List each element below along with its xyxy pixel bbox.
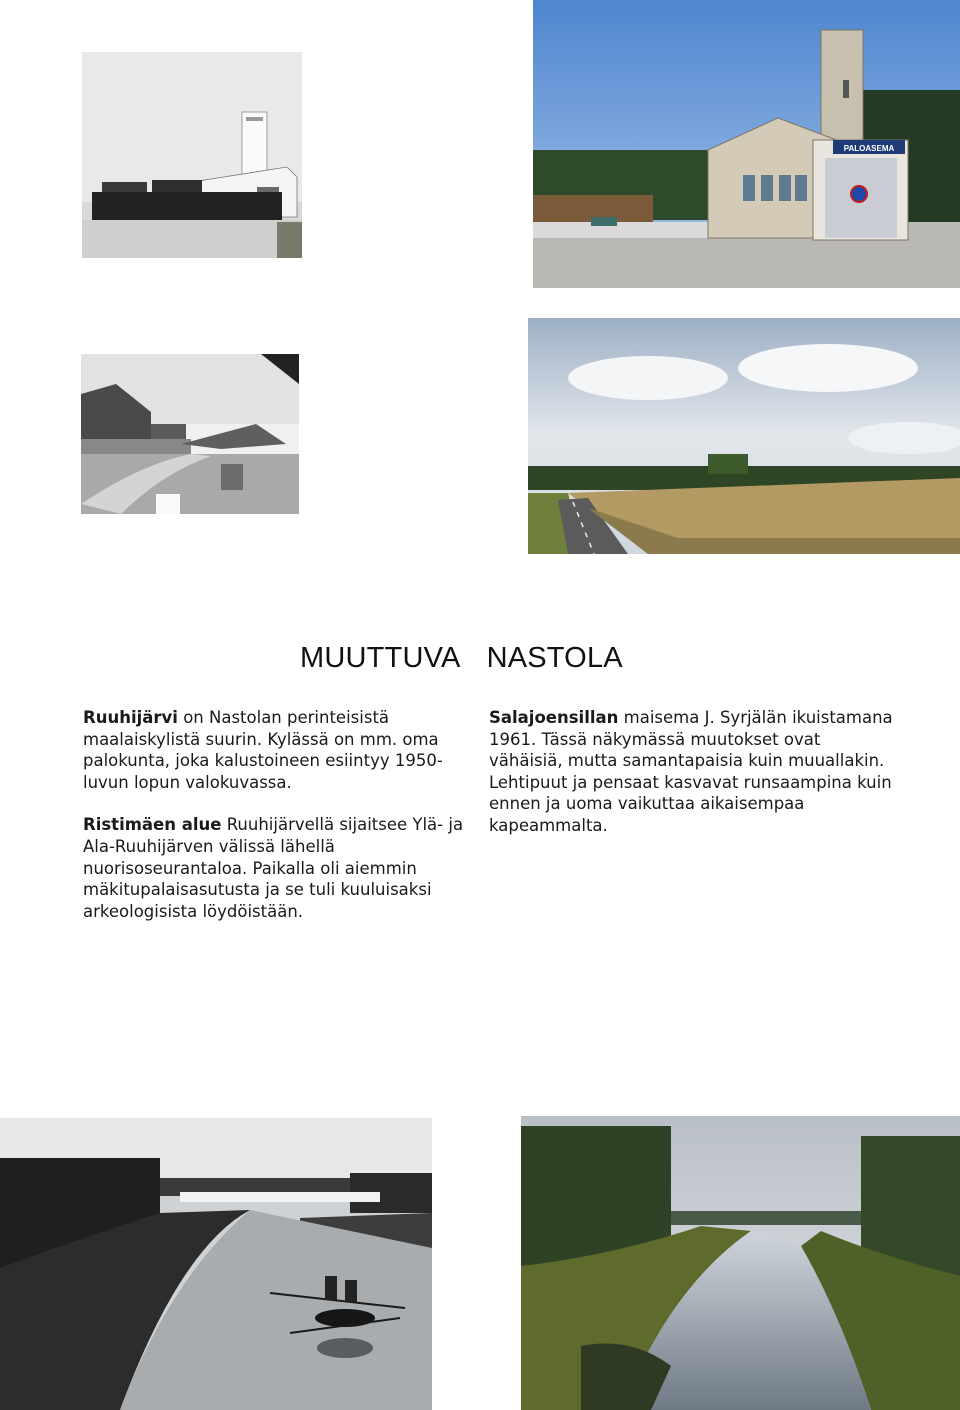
paragraph-ruuhijarvi-lead: Ruuhijärvi xyxy=(83,708,178,727)
photo-fire-station-old xyxy=(82,52,302,258)
photo-road-field-new xyxy=(528,318,960,554)
right-text-column xyxy=(489,707,899,858)
paragraph-ruuhijarvi xyxy=(83,707,475,793)
paragraph-ruuhijarvi-body: on Nastolan perinteisistä maalaiskylistä suurin. Kylässä on mm. oma palokunta, joka kalustoineen esiintyy 1950-luvun lopun valokuvassa. xyxy=(83,708,443,792)
paragraph-ristimaki-lead: Ristimäen alue xyxy=(83,815,222,835)
title-word-2: NASTOLA xyxy=(486,642,623,674)
left-text-column xyxy=(83,707,475,943)
paragraph-salajoensilta-body: maisema J. Syrjälän ikuistamana 1961. Tässä näkymässä muutokset ovat vähäisiä, mutta samantapaisia kuin muuallakin. Lehtipuut ja pensaat kasvavat runsaampina kuin ennen ja uoma vaikuttaa aikaisempaa kapeammalta. xyxy=(489,708,893,835)
title-word-1: MUUTTUVA xyxy=(300,642,461,674)
photo-river-new xyxy=(521,1116,960,1410)
page-title xyxy=(300,642,660,675)
paragraph-salajoensilta xyxy=(489,707,899,837)
paragraph-ristimaki-body: Ruuhijärvellä sijaitsee Ylä- ja Ala-Ruuhijärven välissä lähellä nuorisoseurantaloa. Paikalla oli aiemmin mäkitupalaisasutusta ja se tuli kuuluisaksi arkeologisista löydöistään. xyxy=(83,815,464,921)
photo-river-old xyxy=(0,1118,432,1410)
photo-ristimaki-old xyxy=(81,354,299,514)
paragraph-ristimaki xyxy=(83,814,475,922)
paragraph-salajoensilta-lead: Salajoensillan xyxy=(489,708,619,727)
photo-fire-station-new xyxy=(533,0,960,288)
fire-station-sign: PALOASEMA xyxy=(843,144,895,153)
